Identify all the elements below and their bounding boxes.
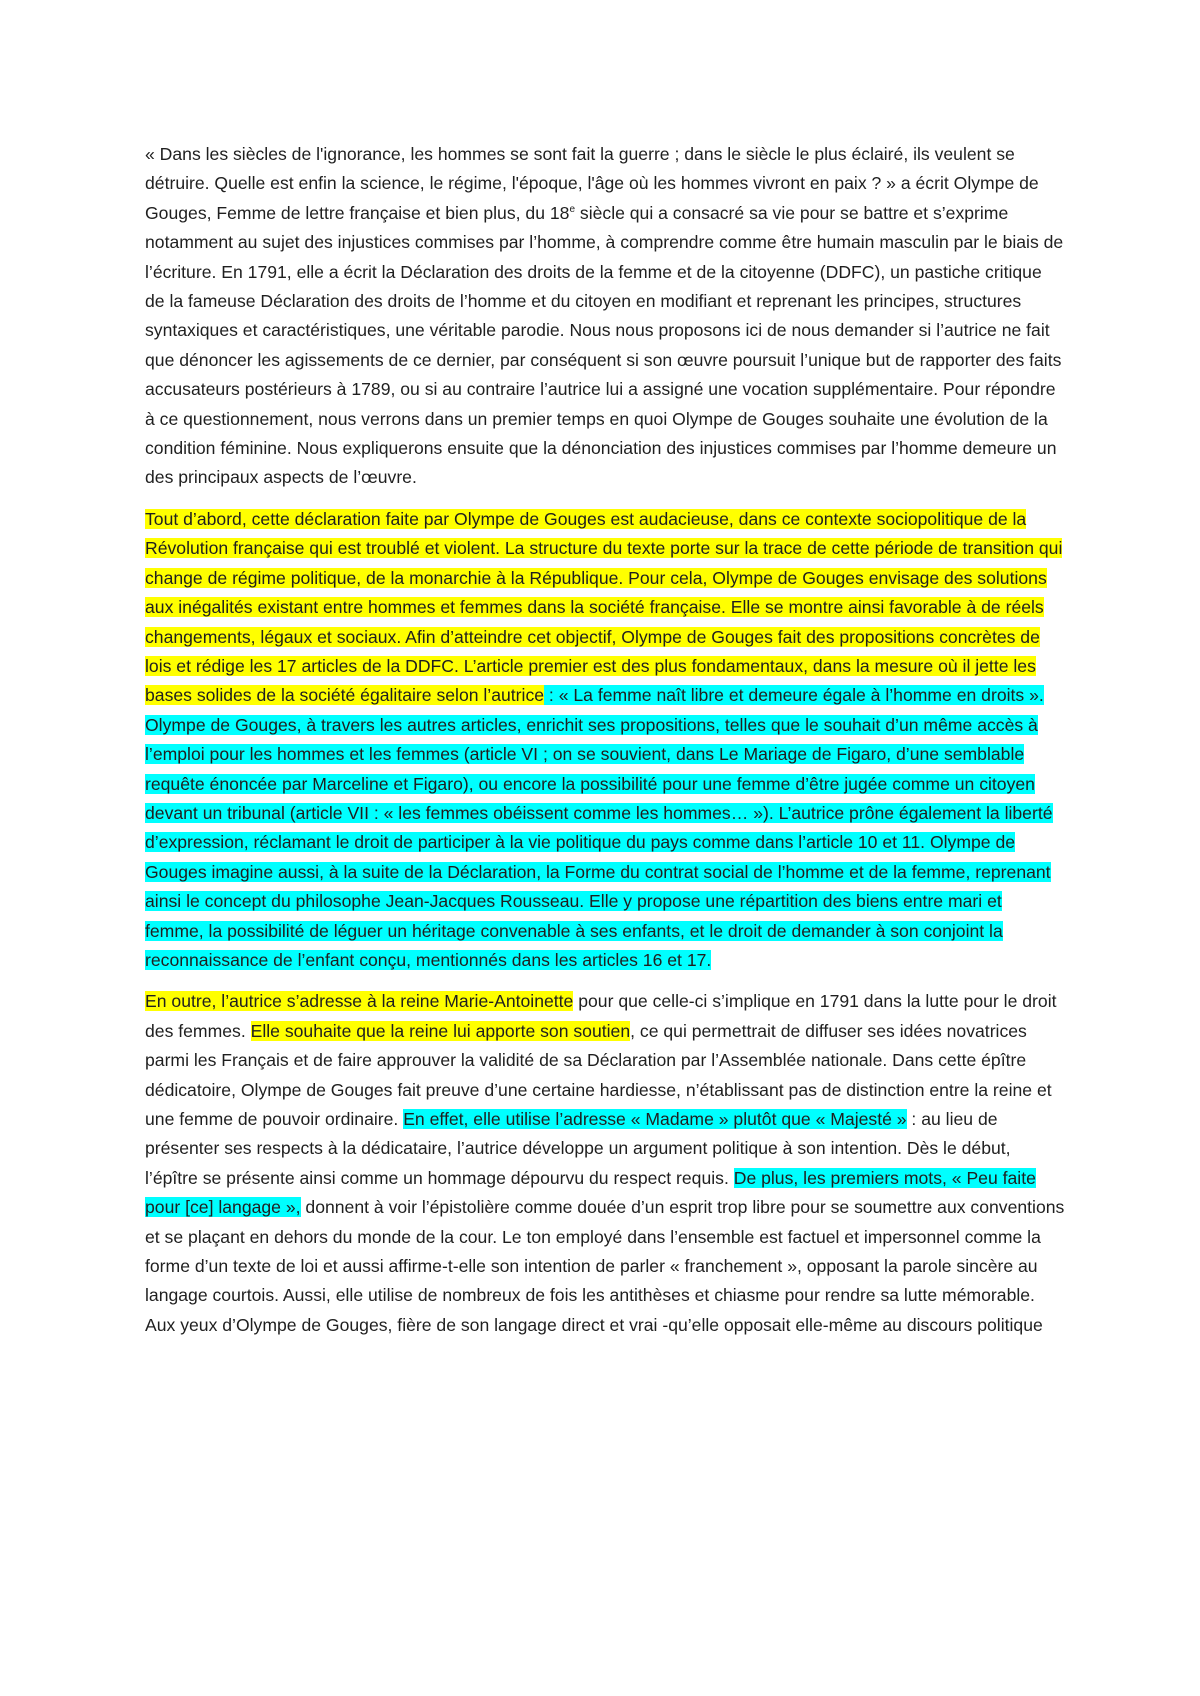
text-segment: siècle qui a consacré sa vie pour se battre et s’exprime notamment au sujet des injustices commises par l’homme, à comprendre comme être humain masculin par le biais de l’écriture. En 1791, elle a écrit la Déclaration des droits de la femme et de la citoyenne (DDFC), un pastiche critique de la fameuse Déclaration des droits de l’homme et du citoyen en modifiant et reprenant les principes, structures syntaxiques et caractéristiques, une véritable parodie. Nous nous proposons ici de nous demander si l’autrice ne fait que dénoncer les agissements de ce dernier, par conséquent si son œuvre poursuit l’unique but de rapporter des faits accusateurs postérieurs à 1789, ou si au contraire l’autrice lui a assigné une vocation supplémentaire. Pour répondre à ce questionnement, nous verrons dans un premier temps en quoi Olympe de Gouges souhaite une évolution de la condition féminine. Nous expliquerons ensuite que la dénonciation des injustices commises par l’homme demeure un des principaux aspects de l’œuvre.: [145, 202, 1064, 488]
text-segment: donnent à voir l’épistolière comme douée d’un esprit trop libre pour se soumettre aux conventions et se plaçant en dehors du monde de la cour. Le ton employé dans l’ensemble est factuel et impersonnel comme la forme d’un texte de loi et aussi affirme-t-elle son intention de parler « franchement », opposant la parole sincère au langage courtois. Aussi, elle utilise de nombreux de fois les antithèses et chiasme pour rendre sa lutte mémorable. Aux yeux d’Olympe de Gouges, fière de son langage direct et vrai -qu’elle opposait elle-même au discours politique: [145, 1197, 1065, 1335]
document-body: [145, 140, 1065, 1352]
paragraph-second-part: [145, 987, 1065, 1340]
paragraph-first-part: [145, 505, 1065, 976]
paragraph-introduction: [145, 140, 1065, 493]
highlight-cyan: : « La femme naît libre et demeure égale à l’homme en droits ». Olympe de Gouges, à travers les autres articles, enrichit ses propositions, telles que le souhait d’un même accès à l’emploi pour les hommes et les femmes (article VI ; on se souvient, dans Le Mariage de Figaro, d’une semblable requête énoncée par Marceline et Figaro), ou encore la possibilité pour une femme d’être jugée comme un citoyen devant un tribunal (article VII : « les femmes obéissent comme les hommes… »). L’autrice prône également la liberté d’expression, réclamant le droit de participer à la vie politique du pays comme dans l’article 10 et 11. Olympe de Gouges imagine aussi, à la suite de la Déclaration, la Forme du contrat social de l’homme et de la femme, reprenant ainsi le concept du philosophe Jean-Jacques Rousseau. Elle y propose une répartition des biens entre mari et femme, la possibilité de léguer un héritage convenable à ses enfants, et le droit de demander à son conjoint la reconnaissance de l’enfant conçu, mentionnés dans les articles 16 et 17.: [145, 685, 1053, 970]
highlight-cyan: En effet, elle utilise l’adresse « Madame » plutôt que « Majesté »: [403, 1109, 907, 1129]
highlight-yellow: En outre, l’autrice s’adresse à la reine Marie-Antoinette: [145, 991, 574, 1012]
superscript-e: e: [569, 203, 576, 215]
highlight-yellow: Elle souhaite que la reine lui apporte son soutien: [250, 1020, 631, 1041]
text-segment: « Dans les siècles de l'ignorance, les hommes se sont fait la guerre ; dans le siècle le plus éclairé, ils veulent se détruire. Quelle est enfin la science, le régime, l'époque, l'âge où les hommes vivront en paix ? » a écrit Olympe de Gouges, Femme de lettre française et bien plus, du 18: [145, 144, 1039, 223]
text-segment: : au lieu de présenter ses respects à la dédicataire, l’autrice développe un argument politique à son intention. Dès le début, l’épître se présente ainsi comme un hommage dépourvu du respect requis.: [145, 1109, 1011, 1188]
highlight-yellow: Tout d’abord, cette déclaration faite par Olympe de Gouges est audacieuse, dans ce contexte sociopolitique de la Révolution française qui est troublé et violent. La structure du texte porte sur la trace de cette période de transition qui change de régime politique, de la monarchie à la République. Pour cela, Olympe de Gouges envisage des solutions aux inégalités existant entre hommes et femmes dans la société française. Elle se montre ainsi favorable à de réels changements, légaux et sociaux. Afin d’atteindre cet objectif, Olympe de Gouges fait des propositions concrètes de lois et rédige les 17 articles de la DDFC. L’article premier est des plus fondamentaux, dans la mesure où il jette les bases solides de la société égalitaire selon l’autrice: [145, 508, 1063, 706]
text-segment: pour que celle-ci s’implique en 1791 dans la lutte pour le droit des femmes.: [145, 991, 1057, 1041]
text-segment: , ce qui permettrait de diffuser ses idées novatrices parmi les Français et de faire approuver la validité de sa Déclaration par l’Assemblée nationale. Dans cette épître dédicatoire, Olympe de Gouges fait preuve d’une certaine hardiesse, n’établissant pas de distinction entre la reine et une femme de pouvoir ordinaire.: [145, 1020, 1052, 1129]
highlight-cyan: De plus, les premiers mots, « Peu faite pour [ce] langage »,: [145, 1167, 1036, 1218]
